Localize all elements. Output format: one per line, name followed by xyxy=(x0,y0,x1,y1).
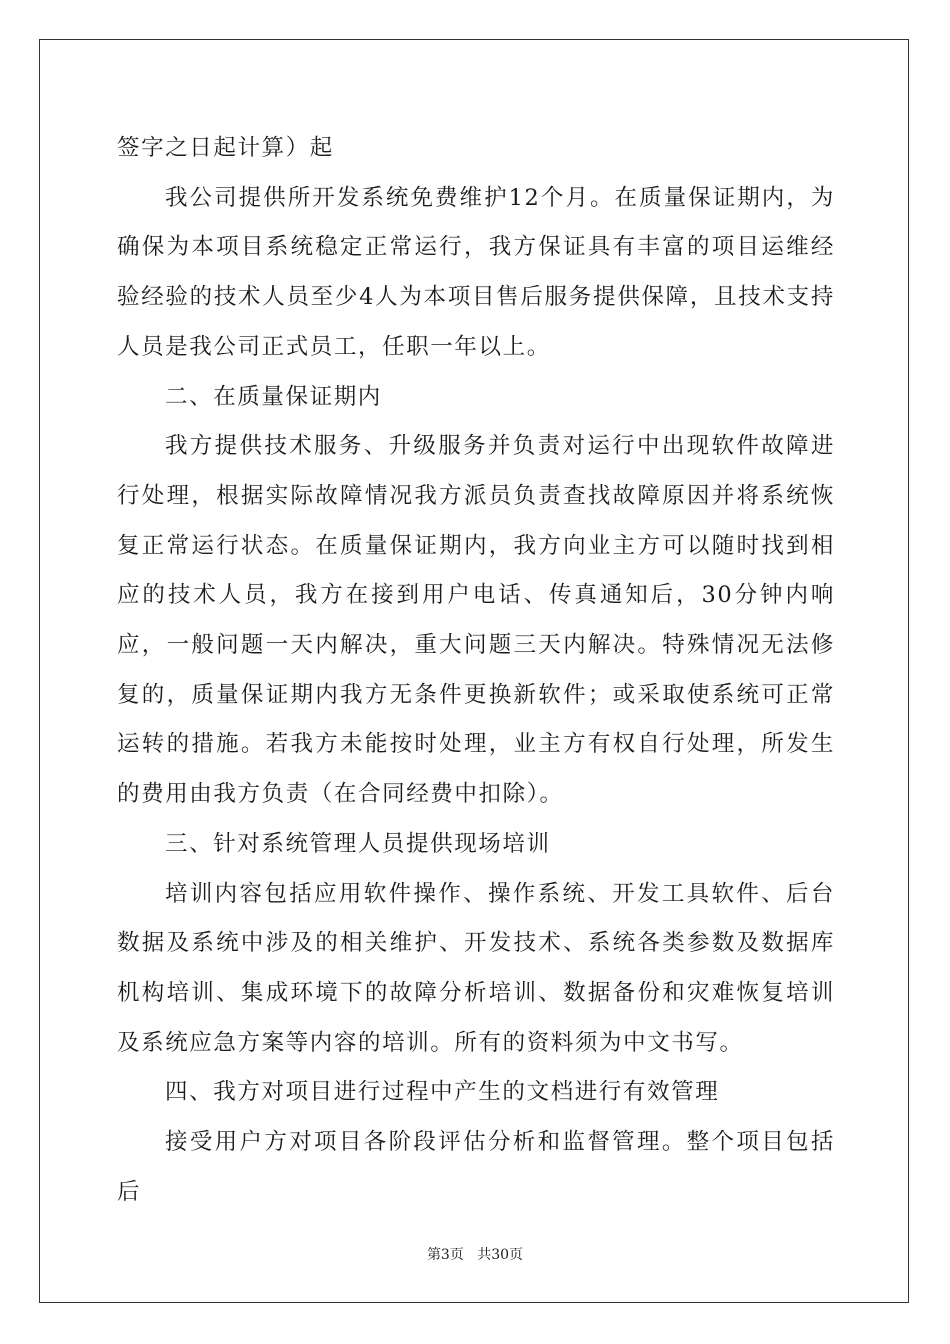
section-heading-2: 二、在质量保证期内 xyxy=(165,383,382,410)
paragraph-1: 签字之日起计算）起 xyxy=(117,135,334,161)
page-number: 第3页 xyxy=(426,1247,464,1263)
document-body xyxy=(117,124,835,1217)
section-heading-3: 三、针对系统管理人员提供现场培训 xyxy=(165,830,551,857)
page-footer xyxy=(0,1244,950,1264)
page-total: 共30页 xyxy=(477,1247,524,1263)
section-heading-4: 四、我方对项目进行过程中产生的文档进行有效管理 xyxy=(165,1079,720,1106)
paragraph-3: 我方提供技术服务、升级服务并负责对运行中出现软件故障进行处理，根据实际故障情况我方派员负责查找故障原因并将系统恢复正常运行状态。在质量保证期内，我方向业主方可以随时找到相应的技术人员，我方在接到用户电话、传真通知后，30分钟内响应，一般问题一天内解决，重大问题三天内解决。特殊情况无法修复的，质量保证期内我方无条件更换新软件；或采取使系统可正常运转的措施。若我方未能按时处理，业主方有权自行处理，所发生的费用由我方负责（在合同经费中扣除）。 xyxy=(117,433,835,808)
paragraph-4: 培训内容包括应用软件操作、操作系统、开发工具软件、后台数据及系统中涉及的相关维护、开发技术、系统各类参数及数据库机构培训、集成环境下的故障分析培训、数据备份和灾难恢复培训及系统应急方案等内容的培训。所有的资料须为中文书写。 xyxy=(117,880,835,1056)
paragraph-5: 接受用户方对项目各阶段评估分析和监督管理。整个项目包括后 xyxy=(117,1129,835,1205)
paragraph-2: 我公司提供所开发系统免费维护12个月。在质量保证期内，为确保为本项目系统稳定正常运行，我方保证具有丰富的项目运维经验经验的技术人员至少4人为本项目售后服务提供保障，且技术支持人员是我公司正式员工，任职一年以上。 xyxy=(117,184,835,360)
